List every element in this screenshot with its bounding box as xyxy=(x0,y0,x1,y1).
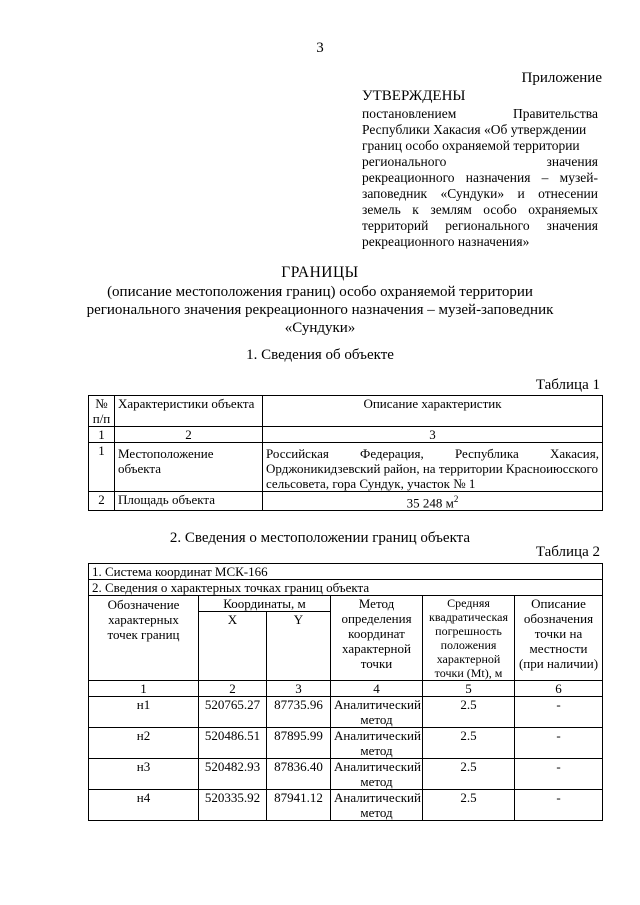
section-2-heading: 2. Сведения о местоположении границ объекта xyxy=(169,530,471,546)
table-header-row xyxy=(89,596,603,612)
table-header-row xyxy=(89,396,603,427)
description-line: Российская Федерация, Республика Хакасия, xyxy=(266,446,599,461)
resolution-line: границ особо охраняемой территории xyxy=(362,138,580,153)
number-cell: 4 xyxy=(331,681,423,697)
point-desc: - xyxy=(515,790,603,821)
row-number: 1 xyxy=(89,443,115,492)
point-error: 2.5 xyxy=(423,728,515,759)
point-error: 2.5 xyxy=(423,697,515,728)
points-title-cell: 2. Сведения о характерных точках границ объекта xyxy=(89,580,603,596)
point-desc: - xyxy=(515,759,603,790)
table-2-caption: Таблица 2 xyxy=(535,544,600,560)
boundary-points-table xyxy=(88,563,603,821)
header-y: Y xyxy=(267,612,331,681)
row-name: Местоположение объекта xyxy=(115,443,263,492)
point-x: 520486.51 xyxy=(199,728,267,759)
point-method: Аналитический метод xyxy=(331,697,423,728)
number-cell: 1 xyxy=(89,681,199,697)
coord-system-row xyxy=(89,564,603,580)
row-description xyxy=(263,443,603,492)
number-cell: 6 xyxy=(515,681,603,697)
number-cell: 5 xyxy=(423,681,515,697)
header-description: Описание обозначения точки на местности (при наличии) xyxy=(515,596,603,681)
header-x: X xyxy=(199,612,267,681)
header-method: Метод определения координат характерной точки xyxy=(331,596,423,681)
point-desc: - xyxy=(515,697,603,728)
appendix-label: Приложение xyxy=(521,70,602,86)
point-error: 2.5 xyxy=(423,790,515,821)
number-cell: 2 xyxy=(115,427,263,443)
title-line: «Сундуки» xyxy=(284,320,356,336)
point-x: 520482.93 xyxy=(199,759,267,790)
resolution-line: рекреационного назначения» xyxy=(362,234,530,249)
point-x: 520335.92 xyxy=(199,790,267,821)
description-line: сельсовета, гора Сундук, участок № 1 xyxy=(266,476,476,491)
point-desc: - xyxy=(515,728,603,759)
row-name: Площадь объекта xyxy=(115,492,263,511)
area-number: 35 248 м xyxy=(406,495,454,511)
object-info-table xyxy=(88,395,603,511)
points-title-row xyxy=(89,580,603,596)
point-id: н2 xyxy=(89,728,199,759)
document-title xyxy=(0,264,640,337)
description-line: Орджоникидзевский район, на территории Красноиюсского xyxy=(266,461,598,476)
resolution-line: территорий регионального значения xyxy=(362,218,598,233)
point-x: 520765.27 xyxy=(199,697,267,728)
resolution-line: регионального значения xyxy=(362,154,598,169)
title-line: (описание местоположения границ) особо охраняемой территории xyxy=(107,284,533,300)
header-coordinates: Координаты, м xyxy=(199,596,331,612)
table-row xyxy=(89,759,603,790)
number-cell: 1 xyxy=(89,427,115,443)
point-y: 87895.99 xyxy=(267,728,331,759)
number-cell: 3 xyxy=(263,427,603,443)
coord-system-cell: 1. Система координат МСК-166 xyxy=(89,564,603,580)
area-superscript: 2 xyxy=(453,494,459,504)
point-id: н3 xyxy=(89,759,199,790)
resolution-line: постановлением Правительства xyxy=(362,106,598,121)
point-id: н1 xyxy=(89,697,199,728)
table-row xyxy=(89,790,603,821)
area-value xyxy=(263,492,603,511)
header-error: Средняя квадратическая погрешность положения характерной точки (Mt), м xyxy=(423,596,515,681)
resolution-line: рекреационного назначения – музей- xyxy=(362,170,598,185)
point-y: 87836.40 xyxy=(267,759,331,790)
table-row xyxy=(89,443,603,492)
point-y: 87735.96 xyxy=(267,697,331,728)
page-number: 3 xyxy=(316,40,324,56)
resolution-line: Республики Хакасия «Об утверждении xyxy=(362,122,587,137)
title-main: ГРАНИЦЫ xyxy=(281,264,359,281)
section-1-heading: 1. Сведения об объекте xyxy=(246,347,394,363)
header-designation: Обозначение характерных точек границ xyxy=(89,596,199,681)
table-1-caption: Таблица 1 xyxy=(535,377,600,393)
table-row xyxy=(89,697,603,728)
number-cell: 3 xyxy=(267,681,331,697)
title-line: регионального значения рекреационного назначения – музей-заповедник xyxy=(86,302,554,318)
resolution-text xyxy=(362,106,598,250)
resolution-line: заповедник «Сундуки» и отнесении xyxy=(362,186,598,201)
number-cell: 2 xyxy=(199,681,267,697)
table-number-row xyxy=(89,681,603,697)
point-method: Аналитический метод xyxy=(331,790,423,821)
row-number: 2 xyxy=(89,492,115,511)
header-cell: Характеристики объекта xyxy=(115,396,263,427)
table-row xyxy=(89,728,603,759)
point-method: Аналитический метод xyxy=(331,728,423,759)
point-y: 87941.12 xyxy=(267,790,331,821)
approved-label: УТВЕРЖДЕНЫ xyxy=(362,88,466,104)
header-cell: Описание характеристик xyxy=(263,396,603,427)
point-id: н4 xyxy=(89,790,199,821)
point-method: Аналитический метод xyxy=(331,759,423,790)
point-error: 2.5 xyxy=(423,759,515,790)
table-row xyxy=(89,492,603,511)
table-number-row xyxy=(89,427,603,443)
resolution-line: земель к землям особо охраняемых xyxy=(362,202,598,217)
header-cell: № п/п xyxy=(89,396,115,427)
